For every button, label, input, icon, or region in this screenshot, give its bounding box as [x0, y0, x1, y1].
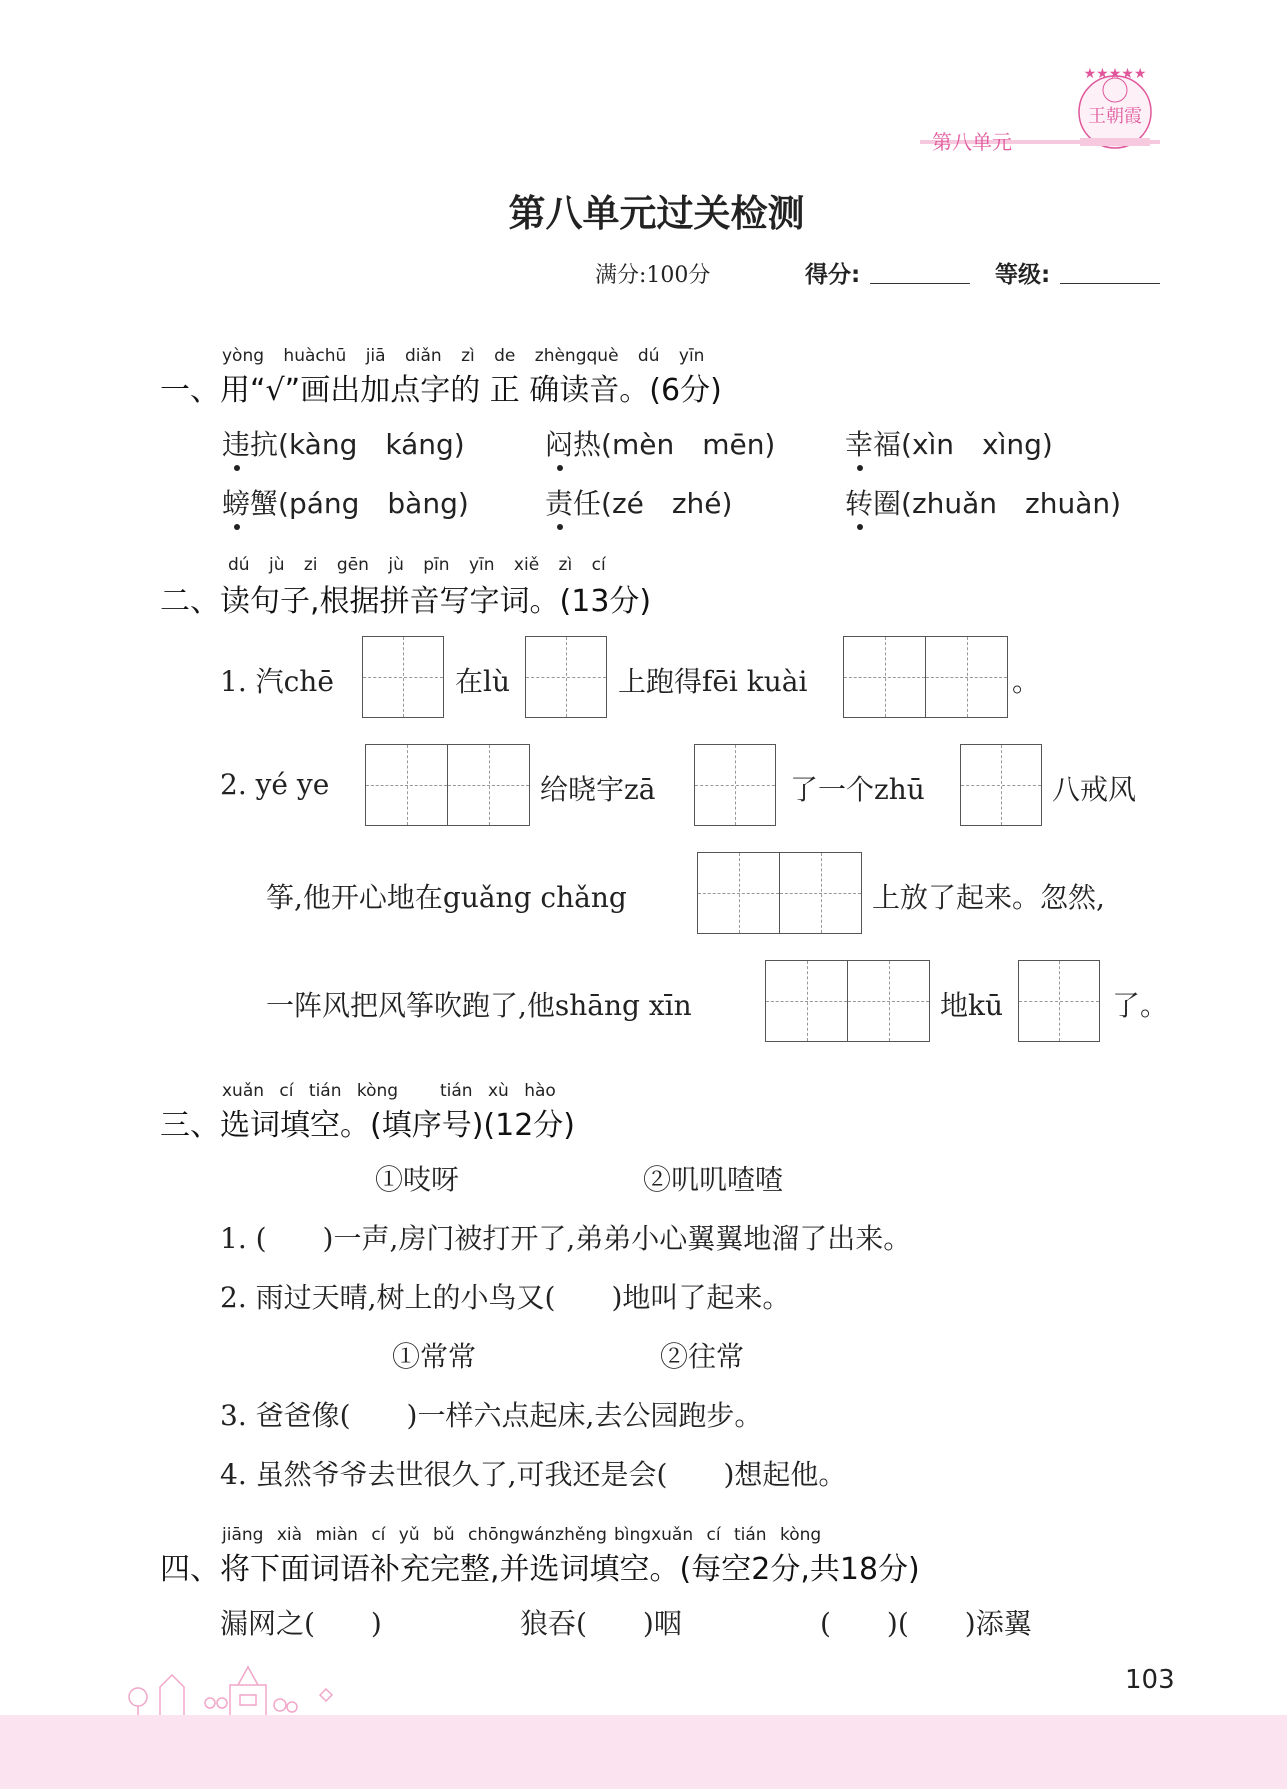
unit-tag: 第八单元 — [932, 130, 1012, 154]
s2-q1-d: 。 — [1012, 665, 1041, 698]
s4-title: 四、将下面词语补充完整,并选词填空。(每空2分,共18分) — [160, 1552, 920, 1587]
s4-pinyin-1: jiāng xià miàn cí yǔ bǔ chōngwánzhěng — [222, 1525, 607, 1545]
emphasis-dot — [557, 524, 563, 530]
emphasis-dot — [557, 465, 563, 471]
s2-q2-line2-a: 筝,他开心地在guǎng chǎng — [266, 881, 627, 914]
s3-title: 三、选词填空。(填序号)(12分) — [160, 1108, 575, 1143]
tianzige-box[interactable] — [765, 960, 930, 1042]
s3-question-4: 4. 虽然爷爷去世很久了,可我还是会( )想起他。 — [220, 1458, 847, 1491]
tianzige-box[interactable] — [362, 636, 444, 718]
s4-item-1: 漏网之( ) — [220, 1607, 382, 1640]
s2-q2-b: 给晓宇zā — [540, 773, 656, 806]
page-number: 103 — [1125, 1665, 1175, 1695]
s1-item-2: 闷热(mèn mēn) — [545, 428, 776, 461]
s2-q2-line2-b: 上放了起来。忽然, — [872, 881, 1105, 914]
s1-pinyin: yòng huàchū jiā diǎn zì de zhèngquè dú yīn — [222, 346, 705, 366]
tianzige-box[interactable] — [1018, 960, 1100, 1042]
page-title: 第八单元过关检测 — [508, 192, 805, 235]
s3-option: ②往常 — [660, 1340, 745, 1373]
s4-item-2: 狼吞( )咽 — [520, 1607, 682, 1640]
s3-question-2: 2. 雨过天晴,树上的小鸟又( )地叫了起来。 — [220, 1281, 791, 1314]
score-label: 得分: — [805, 262, 861, 288]
tianzige-box[interactable] — [525, 636, 607, 718]
s1-item-5: 责任(zé zhé) — [545, 487, 733, 520]
s3-option: ②叽叽喳喳 — [643, 1163, 784, 1196]
s2-q1-b: 在lù — [455, 665, 510, 698]
svg-text:★★★★★: ★★★★★ — [1083, 66, 1147, 82]
grade-label: 等级: — [995, 262, 1051, 288]
footer-band — [0, 1715, 1287, 1789]
s3-pinyin-1: xuǎn cí tián kòng — [222, 1081, 399, 1101]
s4-item-3: ( )( )添翼 — [820, 1607, 1032, 1640]
emphasis-dot — [234, 465, 240, 471]
footer-decoration — [120, 1655, 350, 1717]
s2-q2-c: 了一个zhū — [790, 773, 925, 806]
s2-title: 二、读句子,根据拼音写字词。(13分) — [160, 584, 652, 619]
s1-title: 一、用“√”画出加点字的 正 确读音。(6分) — [160, 373, 722, 408]
s2-pinyin: dú jù zi gēn jù pīn yīn xiě zì cí — [228, 555, 606, 575]
s1-item-3: 幸福(xìn xìng) — [845, 428, 1053, 461]
score-blank[interactable] — [870, 283, 970, 284]
tianzige-box[interactable] — [694, 744, 776, 826]
emphasis-dot — [857, 465, 863, 471]
s2-q2-line3-a: 一阵风把风筝吹跑了,他shāng xīn — [266, 989, 692, 1022]
s3-question-3: 3. 爸爸像( )一样六点起床,去公园跑步。 — [220, 1399, 763, 1432]
s2-q2-a: 2. yé ye — [220, 768, 330, 801]
tianzige-box[interactable] — [697, 852, 862, 934]
s3-pinyin-2: tián xù hào — [440, 1081, 556, 1101]
s2-q2-line3-b: 地kū — [940, 989, 1004, 1022]
s2-q1-a: 1. 汽chē — [220, 665, 334, 698]
emphasis-dot — [857, 524, 863, 530]
s2-q2-line3-c: 了。 — [1112, 989, 1169, 1022]
logo-text: 王朝霞 — [1088, 106, 1142, 127]
s2-q2-d: 八戒风 — [1052, 773, 1137, 806]
s1-item-6: 转圈(zhuǎn zhuàn) — [845, 487, 1122, 520]
s3-option: ①常常 — [392, 1340, 477, 1373]
tianzige-box[interactable] — [365, 744, 530, 826]
s3-question-1: 1. ( )一声,房门被打开了,弟弟小心翼翼地溜了出来。 — [220, 1222, 912, 1255]
full-score: 满分:100分 — [595, 263, 711, 288]
s1-item-4: 螃蟹(páng bàng) — [222, 487, 469, 520]
s2-q1-c: 上跑得fēi kuài — [618, 665, 808, 698]
brand-logo — [1070, 60, 1160, 155]
grade-blank[interactable] — [1060, 283, 1160, 284]
tianzige-box[interactable] — [843, 636, 1008, 718]
s4-pinyin-2: bìngxuǎn cí tián kòng — [614, 1525, 822, 1545]
s3-option: ①吱呀 — [375, 1163, 460, 1196]
s1-item-1: 违抗(kàng káng) — [222, 428, 465, 461]
emphasis-dot — [234, 524, 240, 530]
tianzige-box[interactable] — [960, 744, 1042, 826]
